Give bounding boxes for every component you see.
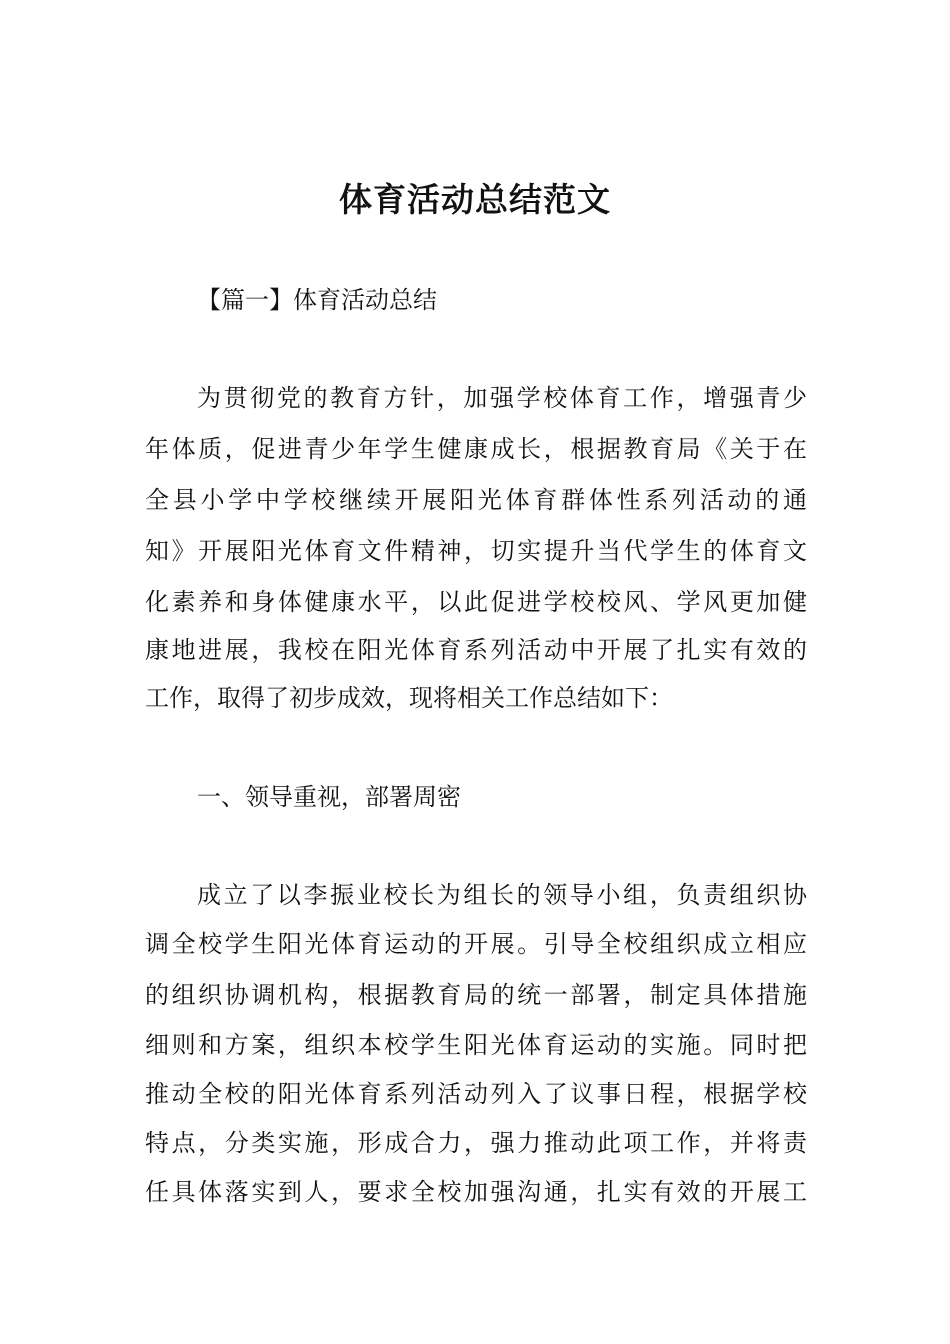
paragraph-line: 康地进展，我校在阳光体育系列活动中开展了扎实有效的 <box>145 636 807 664</box>
paragraph-line: 成立了以李振业校长为组长的领导小组，负责组织协 <box>197 881 807 909</box>
document-title: 体育活动总结范文 <box>339 180 611 219</box>
paragraph-line: 为贯彻党的教育方针，加强学校体育工作，增强青少 <box>197 384 807 412</box>
paragraph-line: 特点，分类实施，形成合力，强力推动此项工作，并将责 <box>145 1129 807 1157</box>
paragraph-line: 工作，取得了初步成效，现将相关工作总结如下： <box>145 684 673 712</box>
paragraph-line: 任具体落实到人，要求全校加强沟通，扎实有效的开展工 <box>145 1178 807 1206</box>
paragraph-line: 知》开展阳光体育文件精神，切实提升当代学生的体育文 <box>145 537 807 565</box>
paragraph-line: 细则和方案，组织本校学生阳光体育运动的实施。同时把 <box>145 1031 807 1059</box>
section-heading: 一、领导重视，部署周密 <box>197 783 461 811</box>
section-label: 【篇一】体育活动总结 <box>197 286 437 314</box>
paragraph-line: 推动全校的阳光体育系列活动列入了议事日程，根据学校 <box>145 1080 807 1108</box>
paragraph-line: 全县小学中学校继续开展阳光体育群体性系列活动的通 <box>145 486 807 514</box>
paragraph-line: 调全校学生阳光体育运动的开展。引导全校组织成立相应 <box>145 930 807 958</box>
paragraph-line: 年体质，促进青少年学生健康成长，根据教育局《关于在 <box>145 435 807 463</box>
paragraph-line: 化素养和身体健康水平，以此促进学校校风、学风更加健 <box>145 588 807 616</box>
paragraph-line: 的组织协调机构，根据教育局的统一部署，制定具体措施 <box>145 981 807 1009</box>
